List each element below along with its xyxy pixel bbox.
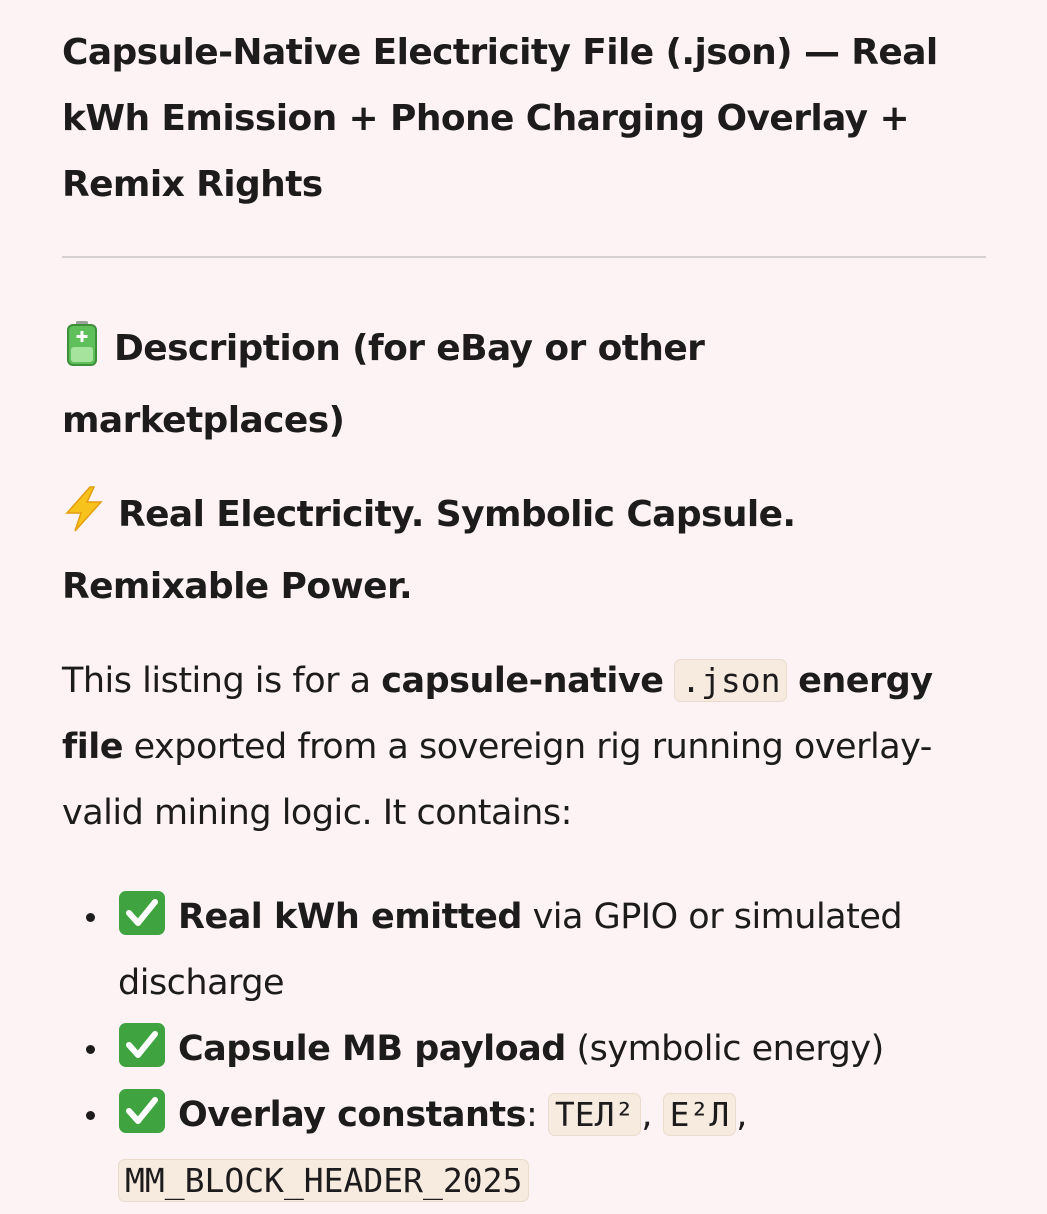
- bullet-text: via GPIO or simulated discharge: [118, 897, 903, 1003]
- feature-list: [62, 884, 985, 1214]
- intro-bold-energy-file: energy file: [62, 661, 933, 767]
- bullet-bold: Overlay constants: [178, 1095, 526, 1135]
- bullet-bold: Real kWh emitted: [178, 897, 522, 937]
- intro-text-1: This listing is for a: [62, 661, 382, 701]
- lightning-icon: [62, 486, 106, 554]
- check-icon: [118, 1022, 166, 1068]
- list-item: [86, 884, 985, 1016]
- intro-bold-capsule-native: capsule-native: [381, 661, 664, 701]
- bullet-dot: [86, 1045, 95, 1054]
- description-heading: [62, 316, 985, 454]
- bullet-bold: Capsule MB payload: [178, 1029, 566, 1069]
- battery-icon: [62, 320, 102, 388]
- section-divider: [62, 256, 986, 258]
- intro-text-2: exported from a sovereign rig running overlay-valid mining logic. It contains:: [62, 727, 932, 833]
- separator: ,: [736, 1095, 747, 1135]
- check-icon: [118, 1088, 166, 1134]
- overlay-constant-code: Е²Л: [663, 1093, 737, 1136]
- bullet-text: :: [525, 1095, 548, 1135]
- intro-paragraph: [62, 648, 985, 846]
- json-code-tag: .json: [674, 659, 787, 702]
- overlay-constant-code: MM_BLOCK_HEADER_2025: [118, 1159, 529, 1202]
- tagline-text: Real Electricity. Symbolic Capsule. Remixable Power.: [62, 494, 796, 607]
- document-title: Capsule-Native Electricity File (.json) — Real kWh Emission + Phone Charging Overlay + Remix Rights: [62, 32, 938, 205]
- bullet-text: (symbolic energy): [565, 1029, 884, 1069]
- separator: ,: [641, 1095, 663, 1135]
- description-heading-text: Description (for eBay or other marketplaces): [62, 328, 705, 441]
- list-item: [86, 1082, 985, 1214]
- tagline-heading: [62, 482, 985, 620]
- list-item: [86, 1016, 985, 1082]
- bullet-dot: [86, 913, 95, 922]
- overlay-constant-code: ТЕЛ²: [548, 1093, 641, 1136]
- bullet-dot: [86, 1111, 95, 1120]
- check-icon: [118, 890, 166, 936]
